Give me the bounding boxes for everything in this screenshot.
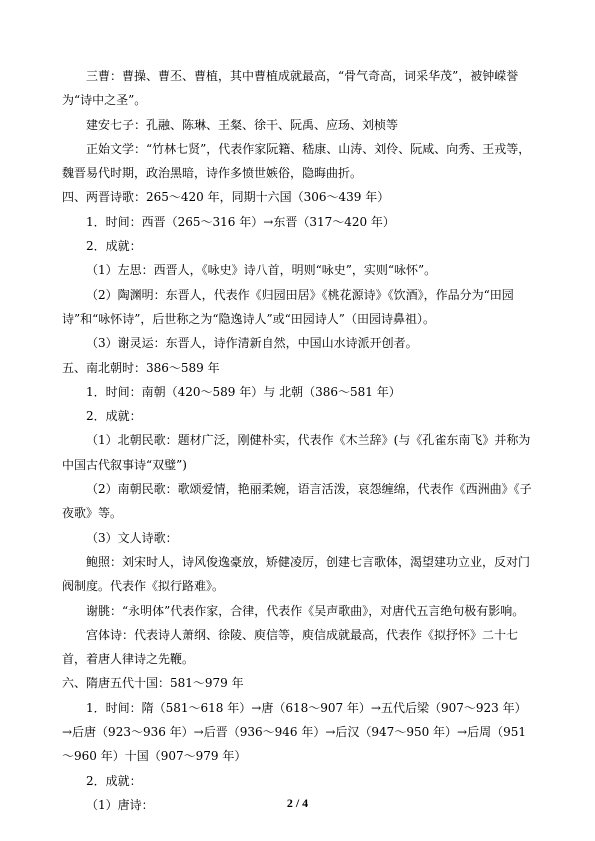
paragraph-tang-poetry: （1）唐诗： [86,797,154,812]
paragraph-zuo-si: （1）左思：西晋人，《咏史》诗八首，明则“咏史”，实则“咏怀”。 [86,263,437,278]
paragraph-jin-achievements: 2．成就： [86,239,142,254]
paragraph-xie-lingyun: （3）谢灵运：东晋人，诗作清新自然，中国山水诗派开创者。 [86,336,418,351]
paragraph-sn-achievements: 2．成就： [86,409,142,424]
paragraph-bao-zhao: 鲍照：刘宋时人，诗风俊逸豪放，矫健凌厉，创建七言歌体，渴望建功立业，反对门阀制度。代表作《拟行路难》。 [62,554,531,594]
paragraph-jin-time: 1．时间：西晋（265～316 年）→东晋（317～420 年） [86,214,395,229]
section-heading-sui-tang: 六、隋唐五代十国：581～979 年 [62,676,244,691]
section-heading-jin-poetry: 四、两晋诗歌：265～420 年，同期十六国（306～439 年） [62,190,390,205]
paragraph-northern-folk: （1）北朝民歌：题材广泛，刚健朴实，代表作《木兰辞》(与《孔雀东南飞》并称为中国古代叙事诗“双璧”) [62,433,531,472]
section-heading-southern-northern: 五、南北朝时：386～589 年 [62,360,220,375]
paragraph-zheng-shi: 正始文学：“竹林七贤”，代表作家阮籍、嵇康、山涛、刘伶、阮咸、向秀、王戎等，魏晋易代时期，政治黑暗，诗作多愤世嫉俗，隐晦曲折。 [62,141,531,181]
paragraph-southern-folk: （2）南朝民歌：歌颂爱情，艳丽柔婉，语言活泼，哀怨缠绵，代表作《西洲曲》《子夜歌》等。 [62,482,532,521]
paragraph-literati-poetry: （3）文人诗歌： [86,530,178,545]
paragraph-sn-time: 1．时间：南朝（420～589 年）与 北朝（386～581 年） [86,384,401,399]
paragraph-xie-tiao: 谢朓：“永明体”代表作家，合律，代表作《吴声歌曲》，对唐代五言绝句极有影响。 [86,603,525,618]
paragraph-tao-yuanming: （2）陶渊明：东晋人，代表作《归园田居》《桃花源诗》《饮酒》，作品分为“田园诗”和“咏怀诗”，后世称之为“隐逸诗人”或“田园诗人”（田园诗鼻祖）。 [62,287,514,326]
document-body [62,64,536,817]
paragraph-sui-tang-achievements: 2．成就： [86,773,142,788]
paragraph-palace-style: 宫体诗：代表诗人萧纲、徐陵、庾信等，庾信成就最高，代表作《拟抒怀》二十七首，着唐人律诗之先鞭。 [62,627,519,667]
paragraph-jian-an-seven: 建安七子：孔融、陈琳、王粲、徐干、阮禹、应玚、刘桢等 [86,117,399,132]
paragraph-sui-tang-time: 1．时间：隋（581～618 年）→唐（618～907 年）→五代后梁（907～923 年）→后唐（923～936 年）→后晋（936～946 年）→后汉（947～950 年）→后周（951～960 年）十国（907～979 年） [62,700,527,764]
paragraph-three-cao: 三曹：曹操、曹丕、曹植，其中曹植成就最高，“骨气奇高，词采华茂”，被钟嵘誉为“诗中之圣”。 [62,69,519,108]
page-number: 2 / 4 [286,796,309,810]
